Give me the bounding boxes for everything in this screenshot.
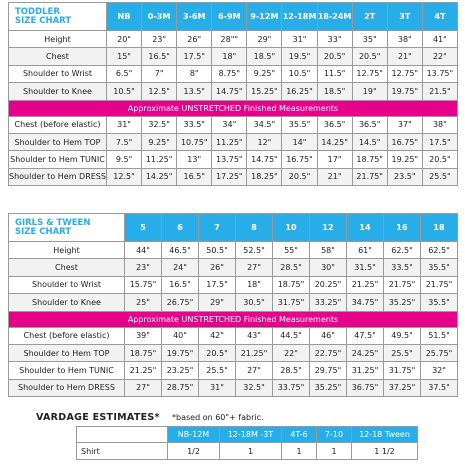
measurement-value: 28"": [212, 31, 247, 48]
measurement-value: 33.25": [310, 294, 347, 311]
measurement-value: 62.5": [421, 242, 458, 259]
measurement-value: 31.25": [347, 362, 384, 379]
tween-size-chart: [8, 213, 458, 397]
measurement-value: 22": [422, 48, 457, 65]
size-header-cell: 3T: [387, 3, 422, 31]
measurement-value: 30": [310, 259, 347, 276]
measurement-label: Shoulder to Hem DRESS: [9, 168, 107, 185]
measurement-row: [9, 116, 458, 133]
measurement-value: 62.5": [384, 242, 421, 259]
measurement-value: 7.5": [107, 133, 142, 150]
measurement-value: 29.75": [310, 362, 347, 379]
measurement-label: Chest: [9, 48, 107, 65]
measurement-label: Chest (before elastic): [9, 327, 125, 344]
measurement-value: 17.5": [177, 48, 212, 65]
measurement-label: Shoulder to Hem TUNIC: [9, 151, 107, 168]
measurement-value: 15.75": [125, 276, 162, 293]
chart-title-line2: SIZE CHART: [15, 226, 72, 237]
yardage-header-row: [77, 427, 418, 443]
measurement-value: 21": [317, 168, 352, 185]
measurement-value: 29": [199, 294, 236, 311]
measurement-value: 32": [421, 362, 458, 379]
measurement-value: 28.5": [273, 259, 310, 276]
measurement-value: 21.25": [347, 276, 384, 293]
measurement-value: 16.5": [177, 168, 212, 185]
measurement-value: 14.25": [142, 168, 177, 185]
measurement-value: 17.25": [212, 168, 247, 185]
measurement-label: Shoulder to Knee: [9, 294, 125, 311]
measurement-row: [9, 31, 458, 48]
measurement-value: 18.5": [317, 83, 352, 100]
measurement-value: 14.25": [317, 133, 352, 150]
size-header-cell: 7: [199, 214, 236, 242]
chart-title-line2: SIZE CHART: [15, 15, 72, 26]
size-header-cell: 6: [162, 214, 199, 242]
measurement-value: 12.75": [352, 65, 387, 82]
measurement-value: 23.5": [387, 168, 422, 185]
measurement-value: 42": [199, 327, 236, 344]
measurement-value: 18.25": [247, 168, 282, 185]
measurement-value: 30.5": [236, 294, 273, 311]
measurement-value: 33": [317, 31, 352, 48]
measurement-value: 14.5": [352, 133, 387, 150]
measurement-label: Shoulder to Hem TOP: [9, 344, 125, 361]
measurement-value: 33.75": [273, 379, 310, 396]
yardage-note: *based on 60"+ fabric.: [172, 413, 264, 422]
measurement-value: 28.5": [273, 362, 310, 379]
measurement-value: 41": [422, 31, 457, 48]
measurement-row: [9, 83, 458, 100]
measurement-value: 49.5": [384, 327, 421, 344]
measurement-value: 12.5": [107, 168, 142, 185]
measurement-row: [9, 259, 458, 276]
measurement-label: Height: [9, 31, 107, 48]
measurement-row: [9, 294, 458, 311]
size-header-cell: 12: [310, 214, 347, 242]
size-header-cell: 18: [421, 214, 458, 242]
measurement-value: 44.5": [273, 327, 310, 344]
chart-title-line1: GIRLS & TWEEN: [15, 217, 91, 228]
measurement-value: 34": [212, 116, 247, 133]
measurement-row: [9, 362, 458, 379]
measurement-row: [9, 133, 458, 150]
measurement-value: 21.75": [352, 168, 387, 185]
yardage-table: [76, 426, 418, 460]
measurement-value: 37": [387, 116, 422, 133]
measurement-value: 35.5": [282, 116, 317, 133]
measurement-value: 46": [310, 327, 347, 344]
yardage-column-header: 4T-6: [282, 427, 317, 443]
size-header-cell: 14: [347, 214, 384, 242]
measurement-value: 61": [347, 242, 384, 259]
measurement-value: 29": [247, 31, 282, 48]
measurement-value: 14.75": [247, 151, 282, 168]
chart-title-line1: TODDLER: [15, 6, 60, 17]
measurement-row: [9, 65, 458, 82]
yardage-value: 1/2: [168, 443, 220, 460]
measurement-value: 19": [352, 83, 387, 100]
measurement-value: 16.75": [387, 133, 422, 150]
measurement-value: 32.5": [236, 379, 273, 396]
measurement-value: 35.5": [421, 259, 458, 276]
measurement-value: 24.25": [347, 344, 384, 361]
measurement-label: Height: [9, 242, 125, 259]
measurement-value: 47.5": [347, 327, 384, 344]
measurement-value: 19.25": [387, 151, 422, 168]
measurement-value: 33.5": [177, 116, 212, 133]
measurement-value: 13.5": [177, 83, 212, 100]
measurement-value: 9.5": [107, 151, 142, 168]
measurement-value: 34.5": [247, 116, 282, 133]
measurement-value: 46.5": [162, 242, 199, 259]
measurement-value: 19.75": [162, 344, 199, 361]
measurement-value: 31.5": [347, 259, 384, 276]
measurement-value: 10.5": [107, 83, 142, 100]
yardage-column-header: NB-12M: [168, 427, 220, 443]
measurement-value: 20.5": [352, 48, 387, 65]
measurement-value: 21.5": [422, 83, 457, 100]
measurement-value: 35": [352, 31, 387, 48]
measurement-label: Shoulder to Hem TOP: [9, 133, 107, 150]
measurement-value: 22": [273, 344, 310, 361]
measurement-value: 33.5": [384, 259, 421, 276]
measurement-value: 21.25": [236, 344, 273, 361]
measurement-label: Shoulder to Wrist: [9, 276, 125, 293]
chart-title: [9, 214, 125, 242]
size-header-row: [9, 3, 458, 31]
measurement-value: 18.75": [273, 276, 310, 293]
measurement-value: 13.75": [422, 65, 457, 82]
measurement-value: 39": [125, 327, 162, 344]
measurement-value: 23": [142, 31, 177, 48]
yardage-value: 1: [282, 443, 317, 460]
measurement-value: 26.75": [162, 294, 199, 311]
measurement-value: 7": [142, 65, 177, 82]
measurement-value: 23": [125, 259, 162, 276]
measurement-value: 36.5": [317, 116, 352, 133]
measurement-value: 8": [177, 65, 212, 82]
measurement-value: 27": [236, 362, 273, 379]
size-header-cell: 0-3M: [142, 3, 177, 31]
measurement-value: 12": [247, 133, 282, 150]
size-header-cell: NB: [107, 3, 142, 31]
measurement-row: [9, 327, 458, 344]
measurement-value: 11.5": [317, 65, 352, 82]
toddler-size-chart: [8, 2, 458, 186]
measurement-row: [9, 242, 458, 259]
measurement-value: 31.75": [384, 362, 421, 379]
measurement-value: 23.25": [162, 362, 199, 379]
yardage-row: [77, 443, 418, 460]
size-header-cell: 5: [125, 214, 162, 242]
measurement-value: 32.5": [142, 116, 177, 133]
unstretched-banner: Approximate UNSTRETCHED Finished Measurements: [9, 100, 458, 116]
measurement-value: 52.5": [236, 242, 273, 259]
measurement-row: [9, 151, 458, 168]
measurement-value: 40": [162, 327, 199, 344]
measurement-value: 25.5": [199, 362, 236, 379]
measurement-value: 31": [282, 31, 317, 48]
measurement-value: 35.5": [421, 294, 458, 311]
measurement-value: 18.75": [352, 151, 387, 168]
measurement-value: 27": [236, 259, 273, 276]
measurement-value: 28.75": [162, 379, 199, 396]
measurement-value: 16.5": [142, 48, 177, 65]
measurement-value: 31": [107, 116, 142, 133]
measurement-row: [9, 276, 458, 293]
size-header-cell: 3-6M: [177, 3, 212, 31]
measurement-label: Shoulder to Hem TUNIC: [9, 362, 125, 379]
measurement-value: 14.75": [212, 83, 247, 100]
measurement-label: Chest: [9, 259, 125, 276]
measurement-value: 21.75": [384, 276, 421, 293]
size-header-cell: 2T: [352, 3, 387, 31]
measurement-value: 26": [177, 31, 212, 48]
chart-title: [9, 3, 107, 31]
measurement-value: 18": [236, 276, 273, 293]
measurement-value: 21.75": [421, 276, 458, 293]
yardage-value: 1 1/2: [352, 443, 418, 460]
yardage-item-label: Shirt: [77, 443, 168, 460]
size-header-cell: 12-18M: [282, 3, 317, 31]
measurement-value: 38": [387, 31, 422, 48]
measurement-value: 27": [125, 379, 162, 396]
measurement-value: 17.5": [422, 133, 457, 150]
measurement-value: 20.5": [422, 151, 457, 168]
measurement-value: 18.5": [247, 48, 282, 65]
yardage-column-header: 12-18M -3T: [220, 427, 282, 443]
measurement-value: 25": [125, 294, 162, 311]
measurement-value: 31.75": [273, 294, 310, 311]
measurement-value: 10.5": [282, 65, 317, 82]
size-header-cell: 16: [384, 214, 421, 242]
measurement-value: 58": [310, 242, 347, 259]
measurement-label: Shoulder to Wrist: [9, 65, 107, 82]
measurement-value: 13.75": [212, 151, 247, 168]
size-header-cell: 4T: [422, 3, 457, 31]
measurement-value: 21.25": [125, 362, 162, 379]
measurement-value: 35.25": [384, 294, 421, 311]
measurement-label: Chest (before elastic): [9, 116, 107, 133]
unstretched-banner-row: [9, 311, 458, 327]
measurement-value: 24": [162, 259, 199, 276]
size-header-row: [9, 214, 458, 242]
size-header-cell: 8: [236, 214, 273, 242]
size-header-cell: 10: [273, 214, 310, 242]
measurement-value: 38": [422, 116, 457, 133]
measurement-value: 11.25": [212, 133, 247, 150]
measurement-value: 20.5": [199, 344, 236, 361]
measurement-value: 55": [273, 242, 310, 259]
measurement-value: 21": [387, 48, 422, 65]
measurement-value: 11.25": [142, 151, 177, 168]
measurement-row: [9, 379, 458, 396]
measurement-value: 20.25": [310, 276, 347, 293]
measurement-value: 25.75": [421, 344, 458, 361]
unstretched-banner-row: [9, 100, 458, 116]
measurement-value: 25.5": [384, 344, 421, 361]
measurement-value: 12.75": [387, 65, 422, 82]
measurement-value: 9.25": [247, 65, 282, 82]
measurement-value: 44": [125, 242, 162, 259]
measurement-value: 50.5": [199, 242, 236, 259]
measurement-value: 34.75": [347, 294, 384, 311]
measurement-value: 26": [199, 259, 236, 276]
measurement-value: 13": [177, 151, 212, 168]
measurement-value: 25.5": [422, 168, 457, 185]
measurement-value: 31": [199, 379, 236, 396]
measurement-value: 16.5": [162, 276, 199, 293]
measurement-value: 16.75": [282, 151, 317, 168]
unstretched-banner: Approximate UNSTRETCHED Finished Measurements: [9, 311, 458, 327]
measurement-value: 9.25": [142, 133, 177, 150]
measurement-value: 15.25": [247, 83, 282, 100]
yardage-column-header: 12-18 Tween: [352, 427, 418, 443]
measurement-value: 36.5": [352, 116, 387, 133]
measurement-label: Shoulder to Hem DRESS: [9, 379, 125, 396]
measurement-value: 12.5": [142, 83, 177, 100]
yardage-corner-cell: [77, 427, 168, 443]
measurement-value: 22.75": [310, 344, 347, 361]
measurement-value: 19.75": [387, 83, 422, 100]
measurement-value: 17.5": [199, 276, 236, 293]
measurement-value: 19.5": [282, 48, 317, 65]
measurement-value: 18.75": [125, 344, 162, 361]
measurement-value: 37.25": [384, 379, 421, 396]
measurement-value: 17": [317, 151, 352, 168]
measurement-value: 15": [107, 48, 142, 65]
measurement-value: 20.5": [317, 48, 352, 65]
yardage-title: VARDAGE ESTIMATES*: [36, 412, 160, 423]
measurement-value: 20": [107, 31, 142, 48]
yardage-value: 1: [317, 443, 352, 460]
measurement-value: 35.25": [310, 379, 347, 396]
measurement-value: 36.75": [347, 379, 384, 396]
yardage-column-header: 7-10: [317, 427, 352, 443]
yardage-value: 1: [220, 443, 282, 460]
measurement-value: 16.25": [282, 83, 317, 100]
measurement-row: [9, 48, 458, 65]
measurement-row: [9, 168, 458, 185]
measurement-value: 37.5": [421, 379, 458, 396]
measurement-value: 6.5": [107, 65, 142, 82]
measurement-value: 20.5": [282, 168, 317, 185]
measurement-value: 51.5": [421, 327, 458, 344]
size-header-cell: 9-12M: [247, 3, 282, 31]
measurement-row: [9, 344, 458, 361]
size-header-cell: 18-24M: [317, 3, 352, 31]
measurement-value: 14": [282, 133, 317, 150]
size-header-cell: 6-9M: [212, 3, 247, 31]
measurement-value: 43": [236, 327, 273, 344]
measurement-label: Shoulder to Knee: [9, 83, 107, 100]
measurement-value: 8.75": [212, 65, 247, 82]
measurement-value: 18": [212, 48, 247, 65]
measurement-value: 10.75": [177, 133, 212, 150]
